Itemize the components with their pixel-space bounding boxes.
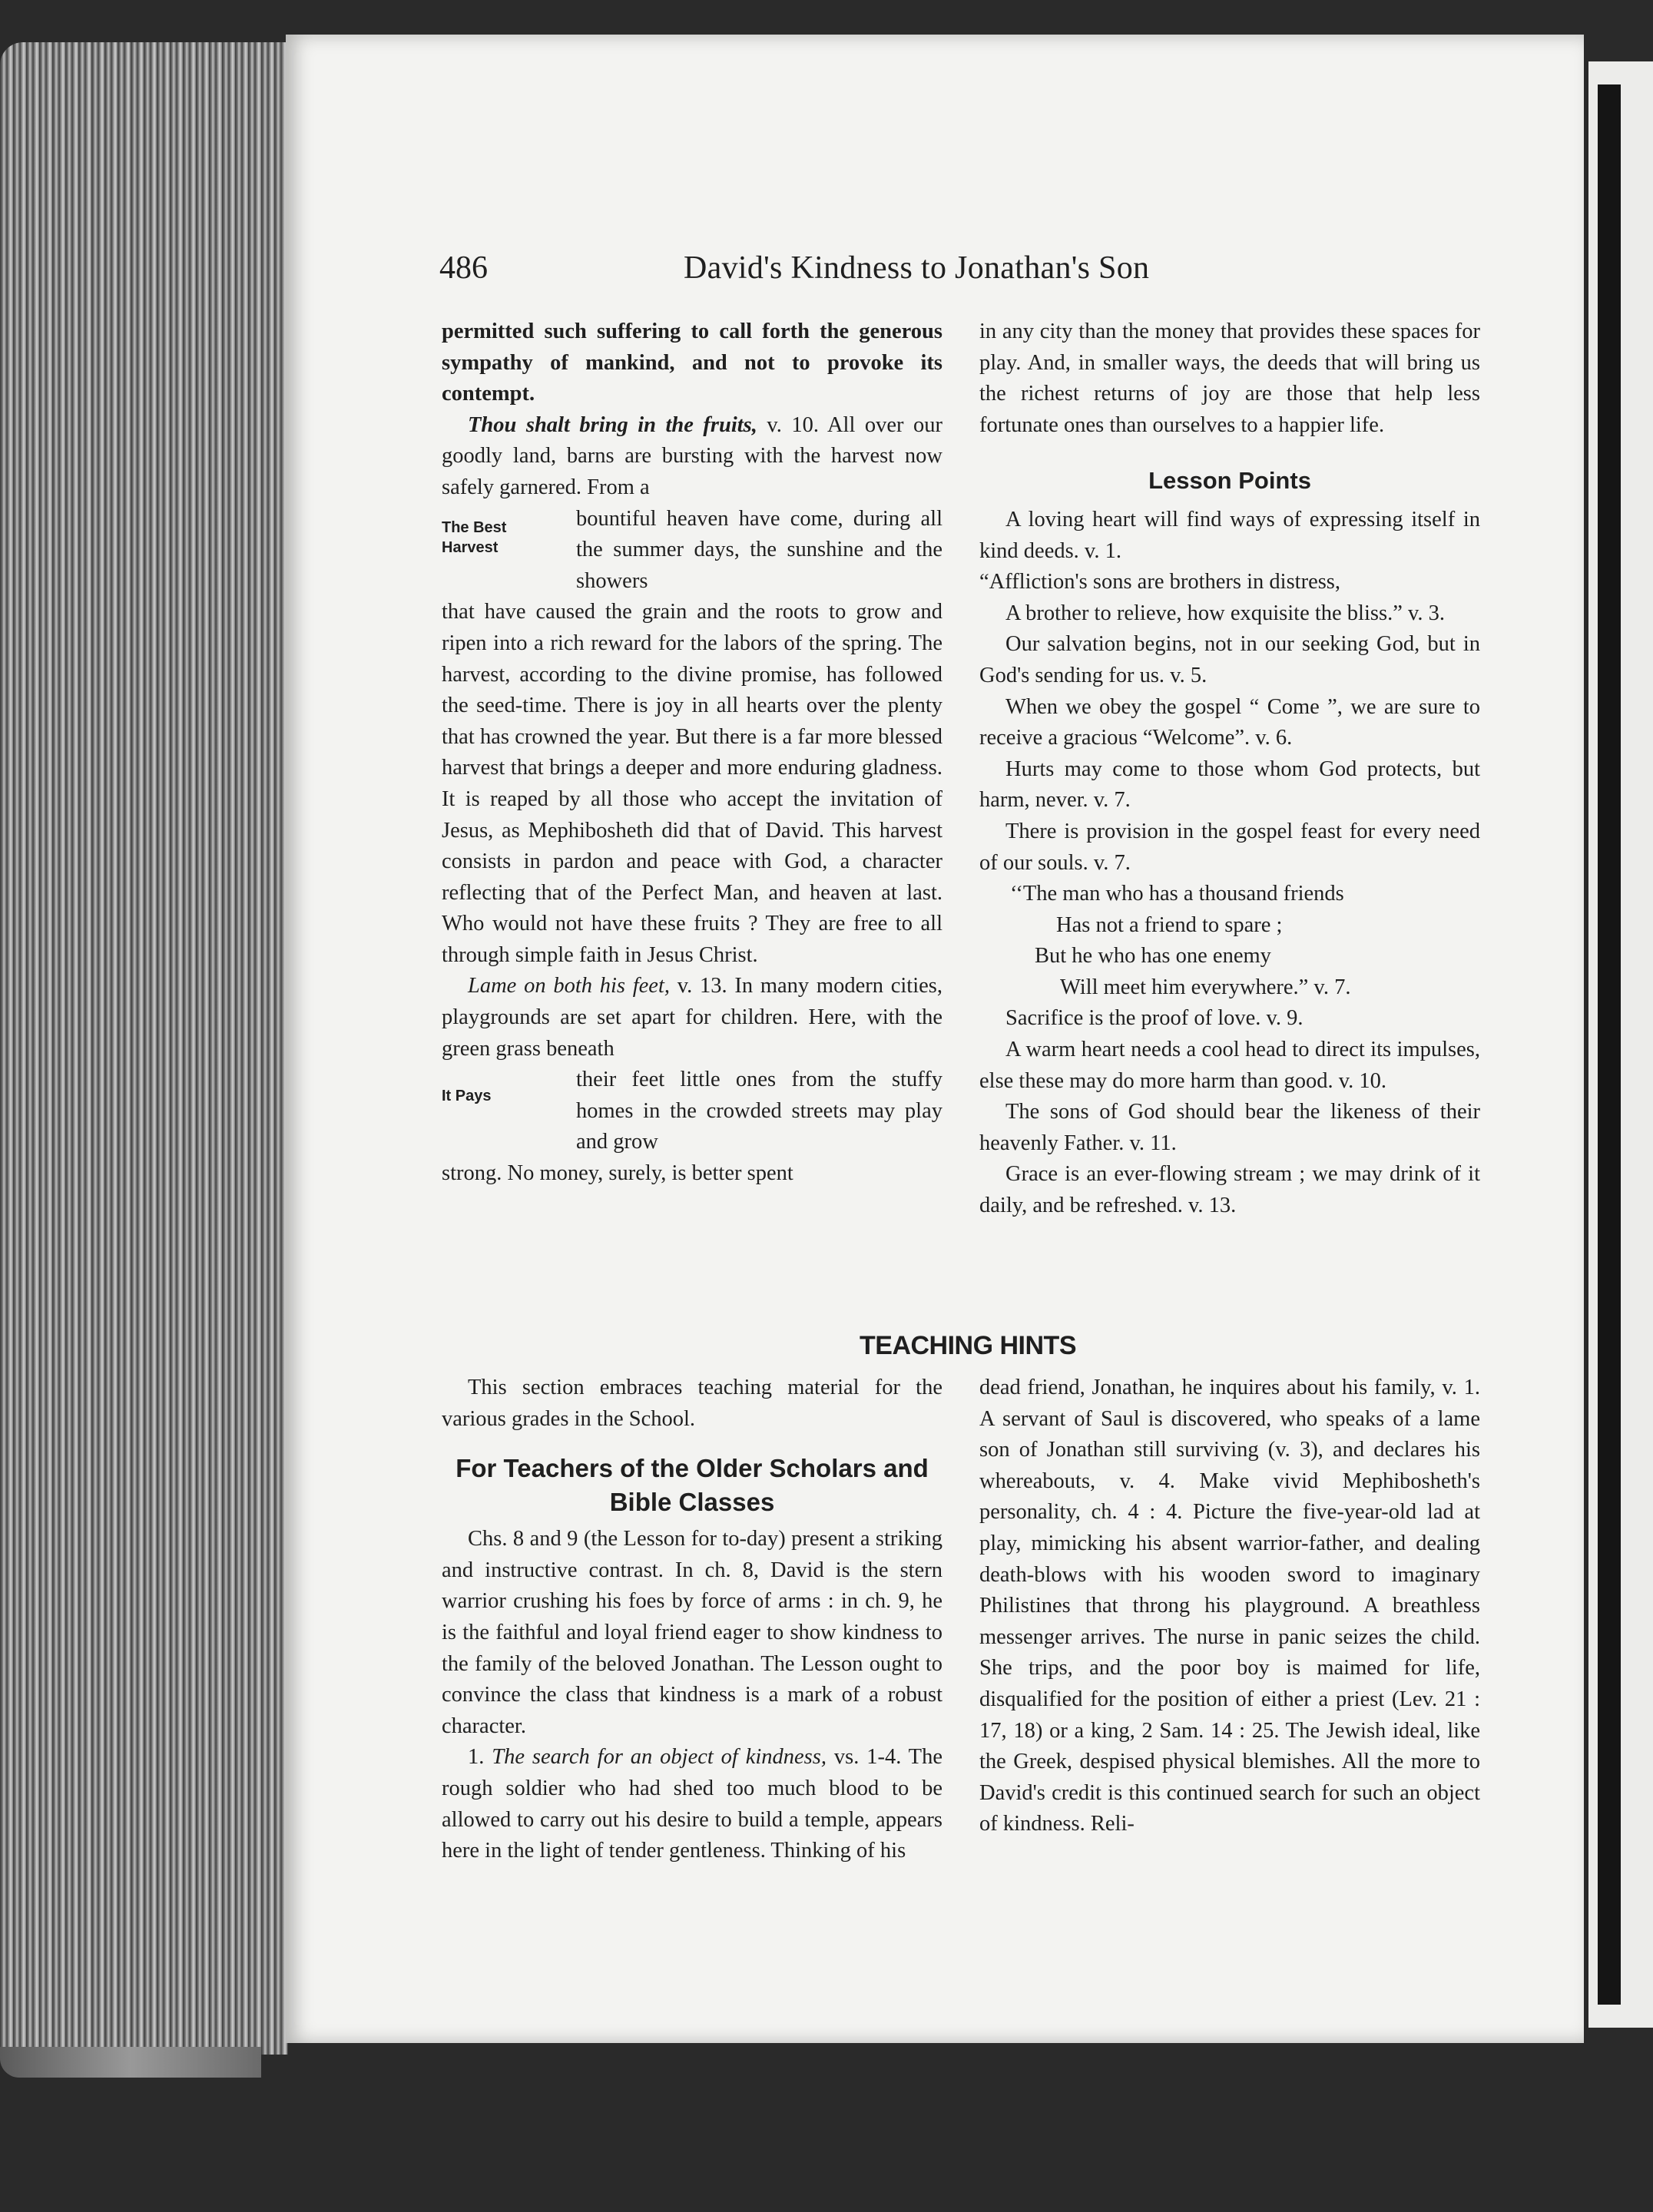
paragraph [442,971,942,1065]
quote-ref: Lame on both his feet, [468,974,670,998]
lesson-point: Sacrifice is the proof of love. v. 9. [1005,1006,1304,1031]
paragraph-text: vs. 1-4. The rough soldier who had shed too much blood to be allowed to carry out his desire to build a temple, appears here in the light of tender gentleness. Thinking of his [442,1745,942,1863]
lesson-point: Our salvation begins, not in our seeking God, but in God's sending for us. v. 5. [979,632,1480,687]
margin-note-line: Harvest [442,538,499,556]
margin-note-line: The Best [442,518,507,536]
page-number: 486 [439,250,488,286]
paragraph [442,410,942,504]
lesson-point: A loving heart will find ways of expressing itself in kind deeds. v. 1. [979,507,1480,563]
paragraph: This section embraces teaching material for the various grades in the School. [442,1376,942,1431]
lower-left-column [442,1373,942,1867]
poem [979,879,1480,1003]
upper-right-column [979,316,1480,1222]
lesson-point: There is provision in the gospel feast for every need of our souls. v. 7. [979,819,1480,875]
book-page-edges [0,42,288,2055]
sidenote-block [442,1065,942,1158]
section-heading: For Teachers of the Older Scholars and Bible Classes [455,1454,929,1517]
lesson-point: Grace is an ever-flowing stream ; we may drink of it daily, and be refreshed. v. 13. [979,1162,1480,1218]
margin-note-line: It Pays [442,1088,492,1105]
item-title: The search for an object of kindness, [492,1745,826,1770]
poem-line: But he who has one enemy [1035,944,1271,969]
lesson-points-heading: Lesson Points [1148,467,1311,495]
paragraph: dead friend, Jonathan, he inquires about his family, v. 1. A servant of Saul is discovered, who speaks of a lame son of Jonathan still surviving (v. 3), and declares his whereabouts, v. 4. Make vivid Mephibosheth's personality, ch. 4 : 4. Picture the five-year-old lad at play, mimicking his absent warrior-father, and dealing death-blows with his wooden sword to imaginary Philistines that throng his playground. A breathless messenger arrives. The nurse in panic seizes the child. She trips, and the poor boy is maimed for life, disqualified for the position of either a priest (Lev. 21 : 17, 18) or a king, 2 Sam. 14 : 25. The Jewish ideal, like the Greek, despised physical blemishes. All the more to David's credit is this continued search for such an object of kindness. Reli- [979,1376,1480,1836]
paragraph: in any city than the money that provides these spaces for play. And, in smaller ways, the deeds that will bring us the richest returns of joy are those that help less fortunate ones than ourselves to a happier life. [979,320,1480,437]
sidenote-block [442,504,942,598]
paragraph: Chs. 8 and 9 (the Lesson for to-day) present a striking and instructive contrast. In ch. 8, David is the stern warrior crushing his foes by force of arms : in ch. 9, he is the faithful and loyal friend eager to show kindness to the family of the beloved Jonathan. The Lesson ought to convince the class that kindness is a mark of a robust character. [442,1527,942,1738]
teaching-hints-heading: TEACHING HINTS [860,1331,1076,1360]
poem-line: Will meet him everywhere.” v. 7. [1060,975,1351,999]
lesson-point: Hurts may come to those whom God protects, but harm, never. v. 7. [979,757,1480,813]
paragraph-text: v. 10. All over our goodly land, barns are bursting with the harvest now safely garnered. From a [442,412,942,499]
poem-line: ‘‘The man who has a thousand friends [1010,882,1344,906]
paragraph-text: their feet little ones from the stuffy homes in the crowded streets may play and grow [576,1068,942,1154]
paragraph-text: that have caused the grain and the roots to grow and ripen into a rich reward for the labors of the spring. The harvest, according to the divine promise, has followed the seed-time. There is joy in all hearts over the plenty that has crowned the year. But there is a far more blessed harvest that brings a deeper and more enduring gladness. It is reaped by all those who accept the invitation of Jesus, as Mephibosheth did that of David. This harvest consists in pardon and peace with God, a character reflecting that of the Perfect Man, and heaven at last. Who would not have these fruits ? They are free to all through simple faith in Jesus Christ. [442,600,942,967]
item-number: 1. [468,1745,492,1770]
lesson-point: “Affliction's sons are brothers in distress, [979,570,1341,594]
lesson-point: A brother to relieve, how exquisite the bliss.” v. 3. [1005,601,1445,625]
lesson-point: The sons of God should bear the likeness of their heavenly Father. v. 11. [979,1100,1480,1155]
lesson-point: When we obey the gospel “ Come ”, we are sure to receive a gracious “Welcome”. v. 6. [979,694,1480,750]
upper-left-column [442,316,942,1190]
poem-line: Has not a friend to spare ; [1056,912,1283,937]
paragraph [442,1742,942,1866]
paragraph-text: strong. No money, surely, is better spent [442,1161,793,1186]
running-title: David's Kindness to Jonathan's Son [684,250,1150,286]
margin-note [442,1065,576,1106]
facing-page-edge [1588,61,1653,2028]
lesson-point: A warm heart needs a cool head to direct its impulses, else these may do more harm than good. v. 10. [979,1038,1480,1093]
paragraph-text: v. 13. In many modern cities, playgrounds are set apart for children. Here, with the green grass beneath [442,974,942,1061]
paragraph-text: bountiful heaven have come, during all the summer days, the sunshine and the showers [576,506,942,593]
lower-right-column [979,1373,1480,1840]
margin-note [442,504,576,558]
paragraph: permitted such suffering to call forth the generous sympathy of mankind, and not to provoke its contempt. [442,320,942,406]
running-header [439,250,1246,296]
quote-ref: Thou shalt bring in the fruits, [468,412,757,437]
